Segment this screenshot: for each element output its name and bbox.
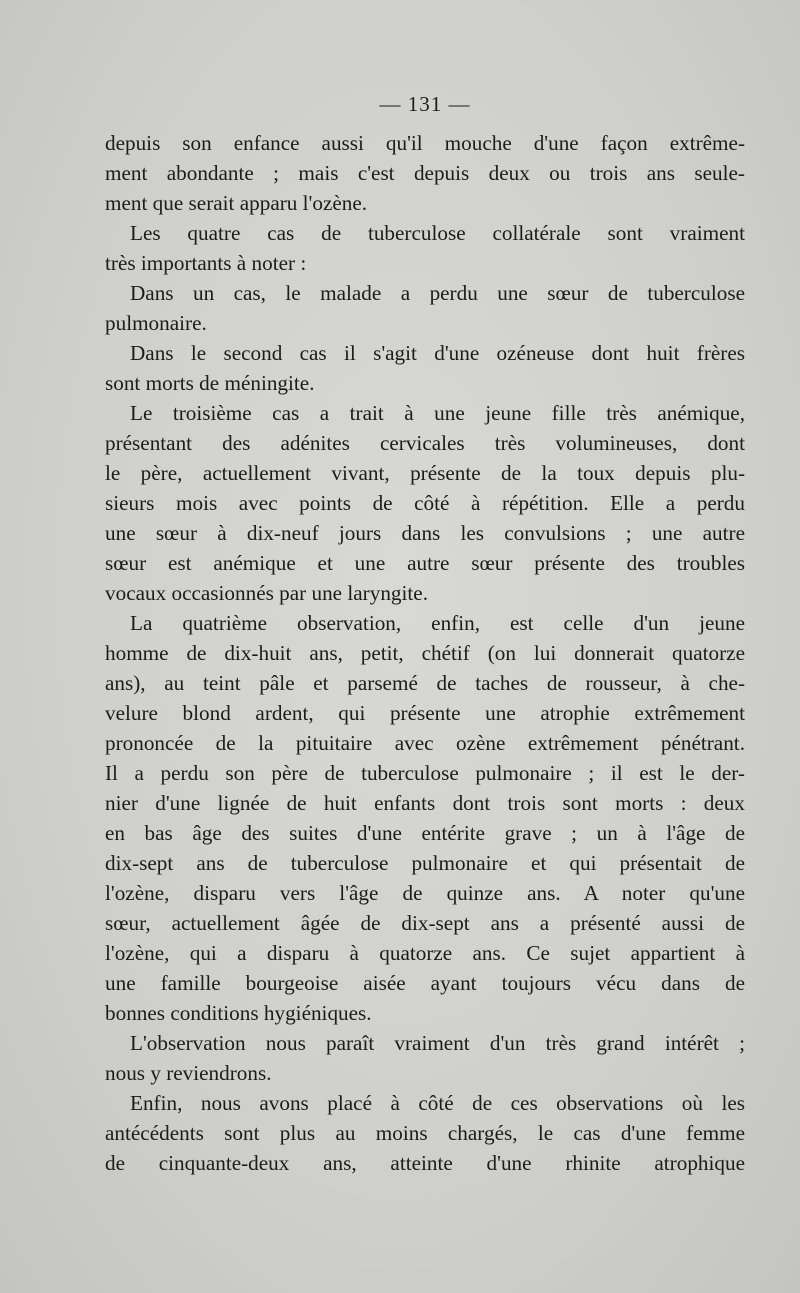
text-line: Les quatre cas de tuberculose collatérale sont vraiment: [130, 221, 745, 245]
text-line: de cinquante-deux ans, atteinte d'une rhinite atrophique: [105, 1151, 745, 1175]
text-line: sœur est anémique et une autre sœur présente des troubles: [105, 551, 745, 575]
text-line: le père, actuellement vivant, présente de la toux depuis plu-: [105, 461, 745, 485]
text-line: pulmonaire.: [105, 311, 207, 335]
text-line: sœur, actuellement âgée de dix-sept ans a présenté aussi de: [105, 911, 745, 935]
text-line: ment que serait apparu l'ozène.: [105, 191, 368, 215]
text-line: Enfin, nous avons placé à côté de ces observations où les: [130, 1091, 745, 1115]
text-line: prononcée de la pituitaire avec ozène extrêmement pénétrant.: [105, 731, 745, 755]
text-line: depuis son enfance aussi qu'il mouche d'une façon extrême-: [105, 131, 745, 155]
text-line: Dans un cas, le malade a perdu une sœur de tuberculose: [130, 281, 745, 305]
text-line: bonnes conditions hygiéniques.: [105, 1001, 372, 1025]
text-line: velure blond ardent, qui présente une atrophie extrêmement: [105, 701, 745, 725]
text-line: La quatrième observation, enfin, est celle d'un jeune: [130, 611, 745, 635]
text-line: nier d'une lignée de huit enfants dont trois sont morts : deux: [105, 791, 745, 815]
body-text: [105, 128, 745, 1178]
text-line: vocaux occasionnés par une laryngite.: [105, 581, 428, 605]
text-line: l'ozène, disparu vers l'âge de quinze ans. A noter qu'une: [105, 881, 745, 905]
text-line: Il a perdu son père de tuberculose pulmonaire ; il est le der-: [105, 761, 745, 785]
text-line: très importants à noter :: [105, 251, 307, 275]
text-line: ans), au teint pâle et parsemé de taches de rousseur, à che-: [105, 671, 745, 695]
text-line: dix-sept ans de tuberculose pulmonaire et qui présentait de: [105, 851, 745, 875]
text-line: présentant des adénites cervicales très volumineuses, dont: [105, 431, 745, 455]
text-line: Dans le second cas il s'agit d'une ozéneuse dont huit frères: [130, 341, 745, 365]
page-number: — 131 —: [379, 92, 471, 116]
text-line: ment abondante ; mais c'est depuis deux ou trois ans seule-: [105, 161, 745, 185]
text-line: L'observation nous paraît vraiment d'un très grand intérêt ;: [130, 1031, 745, 1055]
text-line: sieurs mois avec points de côté à répétition. Elle a perdu: [105, 491, 745, 515]
text-line: antécédents sont plus au moins chargés, le cas d'une femme: [105, 1121, 745, 1145]
text-line: une sœur à dix-neuf jours dans les convulsions ; une autre: [105, 521, 745, 545]
text-line: homme de dix-huit ans, petit, chétif (on lui donnerait quatorze: [105, 641, 745, 665]
text-line: sont morts de méningite.: [105, 371, 315, 395]
text-line: nous y reviendrons.: [105, 1061, 272, 1085]
text-line: en bas âge des suites d'une entérite grave ; un à l'âge de: [105, 821, 745, 845]
text-line: une famille bourgeoise aisée ayant toujours vécu dans de: [105, 971, 745, 995]
text-line: Le troisième cas a trait à une jeune fille très anémique,: [130, 401, 745, 425]
text-line: l'ozène, qui a disparu à quatorze ans. Ce sujet appartient à: [105, 941, 745, 965]
